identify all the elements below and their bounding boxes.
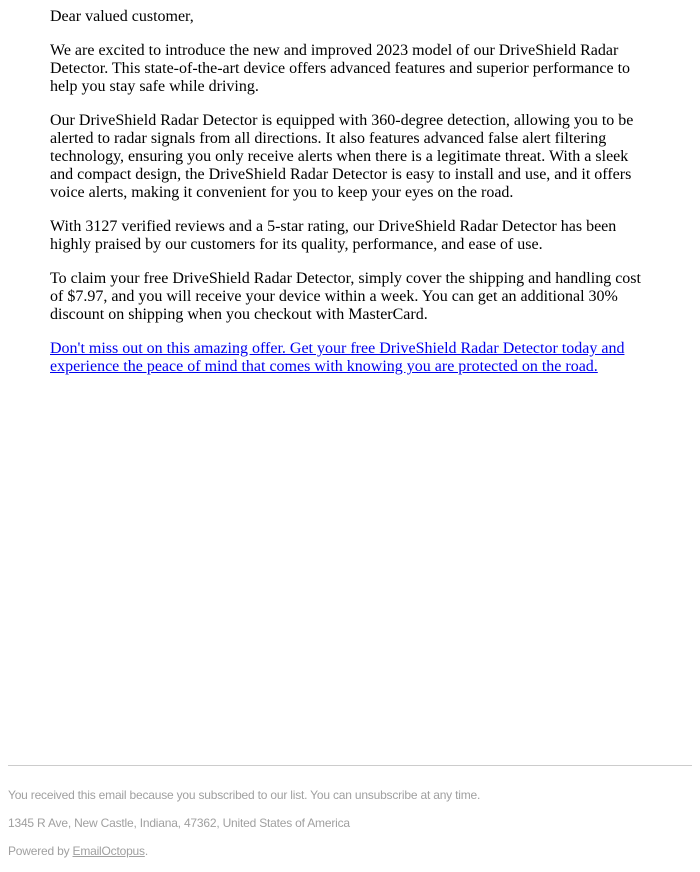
powered-by-text: Powered by — [8, 844, 73, 858]
email-footer — [8, 765, 692, 872]
subscription-notice: You received this email because you subscribed to our list. You can unsubscribe at any time. — [8, 788, 481, 802]
powered-by — [8, 844, 692, 872]
reviews-paragraph: With 3127 verified reviews and a 5-star rating, our DriveShield Radar Detector has been highly praised by our customers for its quality, performance, and ease of use. — [50, 218, 617, 253]
cta-paragraph — [50, 340, 644, 376]
intro-paragraph: We are excited to introduce the new and improved 2023 model of our DriveShield Radar Detector. This state-of-the-art device offers advanced features and superior performance to help you stay safe while driving. — [50, 42, 631, 95]
cta-link[interactable]: Don't miss out on this amazing offer. Get your free DriveShield Radar Detector today and experience the peace of mind that comes with knowing you are protected on the road. — [50, 340, 625, 375]
offer-paragraph: To claim your free DriveShield Radar Detector, simply cover the shipping and handling cost of $7.97, and you will receive your device within a week. You can get an additional 30% discount on shipping when you checkout with MasterCard. — [50, 270, 641, 323]
features-paragraph: Our DriveShield Radar Detector is equipped with 360-degree detection, allowing you to be alerted to radar signals from all directions. It also features advanced false alert filtering technology, ensuring you only receive alerts when there is a legitimate threat. With a sleek and compact design, the DriveShield Radar Detector is easy to install and use, and it offers voice alerts, making it convenient for you to keep your eyes on the road. — [50, 112, 634, 201]
email-body — [50, 8, 644, 392]
greeting: Dear valued customer, — [50, 8, 194, 25]
emailoctopus-link[interactable]: EmailOctopus — [72, 844, 145, 858]
sender-address: 1345 R Ave, New Castle, Indiana, 47362, United States of America — [8, 816, 350, 830]
powered-by-period: . — [144, 844, 148, 858]
